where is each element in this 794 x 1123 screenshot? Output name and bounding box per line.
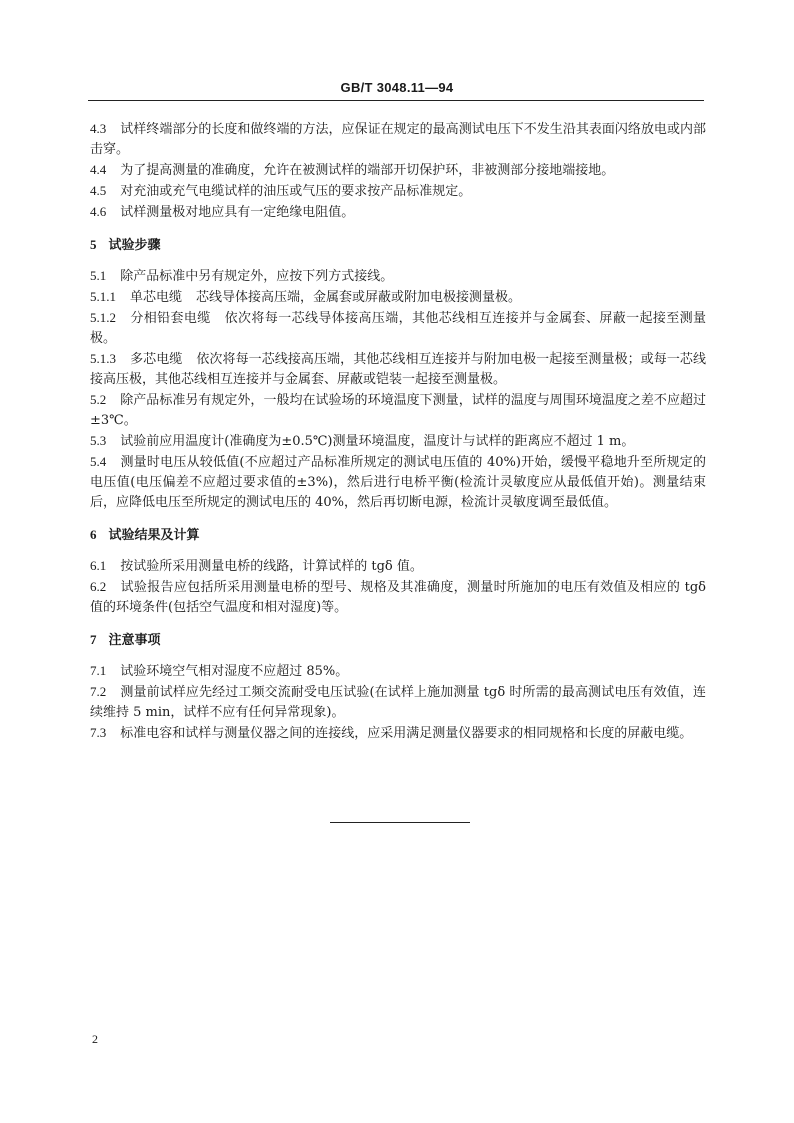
clause-5-4	[90, 452, 706, 513]
clause-5-1	[90, 266, 706, 287]
clause-number: 5.1	[90, 268, 107, 283]
clause-number: 4.6	[90, 204, 107, 219]
page-number: 2	[92, 1032, 98, 1046]
section-title: 试验结果及计算	[108, 528, 200, 543]
clause-number: 7.2	[90, 684, 107, 699]
clause-7-1	[90, 661, 706, 682]
clause-text: 测量时电压从较低值(不应超过产品标准所规定的测试电压值的 40%)开始，缓慢平稳地升至所规定的电压值(电压偏差不应超过要求值的±3%)，然后进行电桥平衡(检流计灵敏度应从最低值开始)。测量结束后，应降低电压至所规定的测试电压的 40%，然后再切断电源，检流计灵敏度调至最低值。	[90, 455, 706, 510]
clause-number: 7.1	[90, 663, 107, 678]
header-divider	[88, 100, 704, 101]
clause-number: 4.5	[90, 183, 107, 198]
section-7-heading	[90, 630, 706, 651]
clause-number: 6.2	[90, 579, 107, 594]
clause-label: 单芯电缆	[130, 290, 183, 305]
clause-number: 5.2	[90, 392, 107, 407]
clause-text: 试样终端部分的长度和做终端的方法，应保证在规定的最高测试电压下不发生沿其表面闪络放电或内部击穿。	[90, 122, 706, 157]
clause-6-1	[90, 556, 706, 577]
clause-number: 7.3	[90, 725, 107, 740]
clause-number: 5.1.2	[90, 310, 116, 325]
clause-text: 按试验所采用测量电桥的线路，计算试样的 tgδ 值。	[120, 559, 423, 574]
clause-text: 测量前试样应先经过工频交流耐受电压试验(在试样上施加测量 tgδ 时所需的最高测试电压有效值，连续维持 5 min，试样不应有任何异常现象)。	[90, 685, 706, 720]
section-title: 试验步骤	[108, 238, 161, 253]
clause-number: 6.1	[90, 558, 107, 573]
clause-5-1-1	[90, 287, 706, 308]
clause-5-1-2	[90, 308, 706, 349]
clause-number: 5.1.1	[90, 289, 116, 304]
clause-text: 依次将每一芯线导体接高压端，其他芯线相互连接并与金属套、屏蔽一起接至测量极。	[90, 311, 706, 346]
section-6-heading	[90, 525, 706, 546]
clause-text: 试样测量极对地应具有一定绝缘电阻值。	[120, 205, 355, 220]
clause-label: 分相铅套电缆	[130, 311, 211, 326]
clause-5-3	[90, 431, 706, 452]
clause-number: 4.3	[90, 121, 107, 136]
clause-4-6	[90, 202, 706, 223]
document-body	[90, 119, 706, 744]
clause-number: 5.4	[90, 454, 107, 469]
clause-label: 多芯电缆	[130, 352, 183, 367]
section-5-heading	[90, 235, 706, 256]
section-number: 5	[90, 237, 97, 252]
clause-text: 对充油或充气电缆试样的油压或气压的要求按产品标准规定。	[120, 184, 472, 199]
clause-4-5	[90, 181, 706, 202]
clause-text: 试验报告应包括所采用测量电桥的型号、规格及其准确度，测量时所施加的电压有效值及相应的 tgδ 值的环境条件(包括空气温度和相对湿度)等。	[90, 580, 706, 615]
clause-text: 除产品标准另有规定外，一般均在试验场的环境温度下测量，试样的温度与周围环境温度之差不应超过±3℃。	[90, 393, 706, 428]
clause-text: 标准电容和试样与测量仪器之间的连接线，应采用满足测量仪器要求的相同规格和长度的屏蔽电缆。	[120, 726, 693, 741]
section-title: 注意事项	[108, 633, 161, 648]
clause-number: 5.1.3	[90, 351, 116, 366]
clause-7-3	[90, 723, 706, 744]
clause-text: 依次将每一芯线接高压端，其他芯线相互连接并与附加电极一起接至测量极；或每一芯线接高压极，其他芯线相互连接并与金属套、屏蔽或铠装一起接至测量极。	[90, 352, 706, 387]
clause-5-1-3	[90, 349, 706, 390]
clause-number: 5.3	[90, 433, 107, 448]
clause-number: 4.4	[90, 162, 107, 177]
clause-text: 试验前应用温度计(准确度为±0.5℃)测量环境温度，温度计与试样的距离应不超过 1 m。	[120, 434, 635, 449]
clause-5-2	[90, 390, 706, 431]
section-number: 7	[90, 632, 97, 647]
clause-text: 芯线导体接高压端，金属套或屏蔽或附加电极接测量极。	[196, 290, 522, 305]
standard-number-header: GB/T 3048.11—94	[340, 80, 454, 95]
end-of-document-rule	[330, 822, 470, 823]
clause-4-3	[90, 119, 706, 160]
clause-text: 试验环境空气相对湿度不应超过 85%。	[120, 664, 349, 679]
clause-6-2	[90, 577, 706, 618]
clause-4-4	[90, 160, 706, 181]
clause-7-2	[90, 682, 706, 723]
clause-text: 为了提高测量的准确度，允许在被测试样的端部开切保护环，非被测部分接地端接地。	[120, 163, 615, 178]
section-number: 6	[90, 527, 97, 542]
clause-text: 除产品标准中另有规定外，应按下列方式接线。	[120, 269, 394, 284]
